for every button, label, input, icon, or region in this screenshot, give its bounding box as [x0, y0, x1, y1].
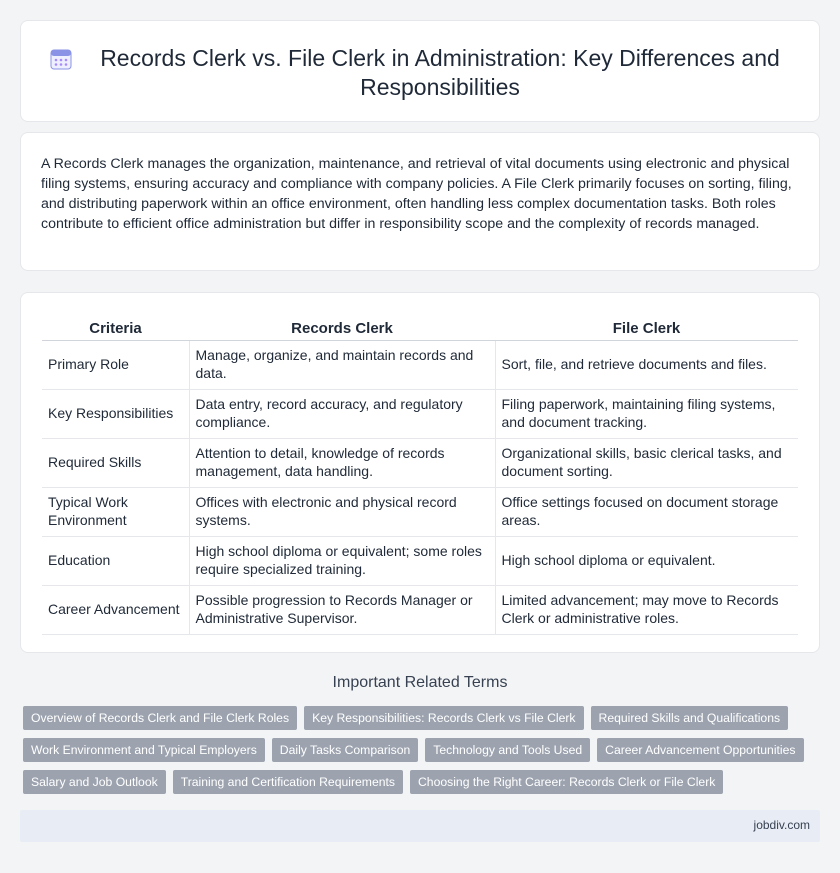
tag-row [23, 770, 823, 794]
related-term-tag[interactable]: Salary and Job Outlook [23, 770, 166, 794]
related-term-tag[interactable]: Work Environment and Typical Employers [23, 738, 265, 762]
related-term-tag[interactable]: Overview of Records Clerk and File Clerk Roles [23, 706, 297, 730]
table-row [42, 536, 798, 585]
related-terms-tags [23, 706, 823, 802]
table-row [42, 487, 798, 536]
page-title: Records Clerk vs. File Clerk in Administration: Key Differences and Responsibilities [100, 45, 780, 100]
related-terms-title: Important Related Terms [332, 674, 508, 691]
row-file-clerk: High school diploma or equivalent. [495, 536, 798, 585]
related-term-tag[interactable]: Career Advancement Opportunities [597, 738, 803, 762]
row-criteria: Key Responsibilities [42, 389, 189, 438]
row-file-clerk: Limited advancement; may move to Records Clerk or administrative roles. [495, 585, 798, 634]
related-term-tag[interactable]: Technology and Tools Used [425, 738, 590, 762]
row-file-clerk: Office settings focused on document storage areas. [495, 487, 798, 536]
row-records-clerk: Possible progression to Records Manager or Administrative Supervisor. [189, 585, 495, 634]
tag-row [23, 706, 823, 730]
row-criteria: Education [42, 536, 189, 585]
intro-text: A Records Clerk manages the organization, maintenance, and retrieval of vital documents using electronic and physical filing systems, ensuring accuracy and compliance with company policies. A File Clerk primarily focuses on sorting, filing, and distributing paperwork within an office environment, often handling less complex documentation tasks. Both roles contribute to efficient office administration but differ in responsibility scope and the complexity of records managed. [41, 156, 792, 232]
row-criteria: Career Advancement [42, 585, 189, 634]
header-records-clerk: Records Clerk [189, 313, 495, 340]
comparison-table-card [20, 292, 820, 653]
tag-row [23, 738, 823, 762]
related-term-tag[interactable]: Training and Certification Requirements [173, 770, 403, 794]
row-records-clerk: Manage, organize, and maintain records and data. [189, 340, 495, 389]
footer-site-link[interactable]: jobdiv.com [753, 818, 810, 832]
related-term-tag[interactable]: Daily Tasks Comparison [272, 738, 419, 762]
row-criteria: Primary Role [42, 340, 189, 389]
header-criteria: Criteria [42, 313, 189, 340]
table-row [42, 585, 798, 634]
table-row [42, 438, 798, 487]
row-file-clerk: Sort, file, and retrieve documents and files. [495, 340, 798, 389]
row-file-clerk: Organizational skills, basic clerical tasks, and document sorting. [495, 438, 798, 487]
intro-card [20, 132, 820, 271]
row-file-clerk: Filing paperwork, maintaining filing systems, and document tracking. [495, 389, 798, 438]
related-term-tag[interactable]: Choosing the Right Career: Records Clerk or File Clerk [410, 770, 723, 794]
row-records-clerk: Data entry, record accuracy, and regulatory compliance. [189, 389, 495, 438]
title-card [20, 20, 820, 122]
related-term-tag[interactable]: Key Responsibilities: Records Clerk vs File Clerk [304, 706, 583, 730]
footer [20, 810, 820, 842]
comparison-table [42, 313, 798, 635]
row-criteria: Typical Work Environment [42, 487, 189, 536]
table-header-row [42, 313, 798, 340]
row-criteria: Required Skills [42, 438, 189, 487]
header-file-clerk: File Clerk [495, 313, 798, 340]
table-row [42, 340, 798, 389]
related-term-tag[interactable]: Required Skills and Qualifications [591, 706, 789, 730]
row-records-clerk: Offices with electronic and physical record systems. [189, 487, 495, 536]
table-row [42, 389, 798, 438]
row-records-clerk: Attention to detail, knowledge of records management, data handling. [189, 438, 495, 487]
row-records-clerk: High school diploma or equivalent; some roles require specialized training. [189, 536, 495, 585]
